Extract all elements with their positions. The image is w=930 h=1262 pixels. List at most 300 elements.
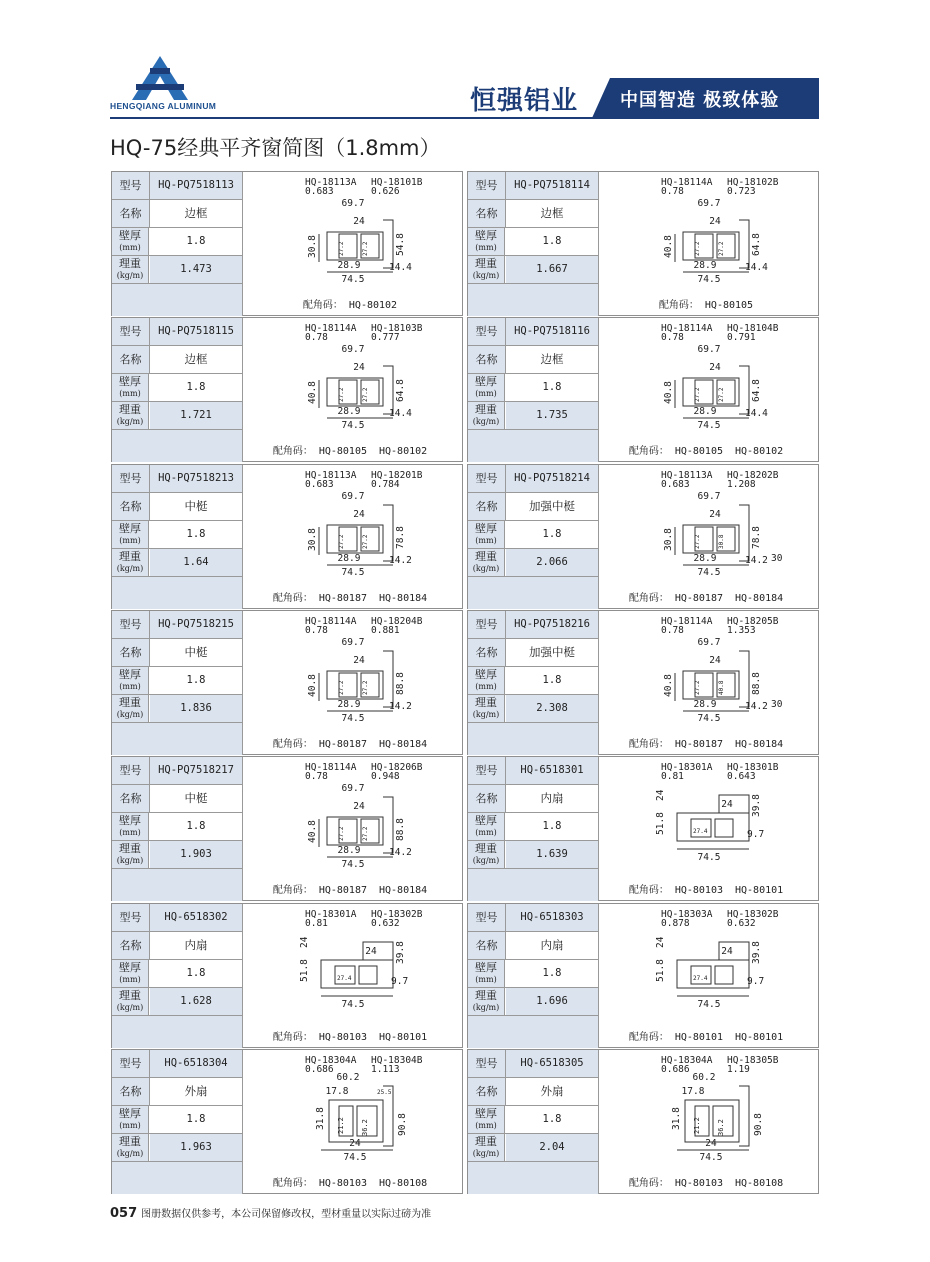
dim-mid-r: 40.8 — [718, 680, 725, 695]
key-unit: (kg/m) — [116, 563, 144, 573]
weight-b-label: 0.626 — [371, 186, 400, 197]
weight-a-label: 0.78 — [661, 186, 684, 197]
spec-value-theoretical-weight: 1.836 — [150, 695, 242, 722]
dim-total: 74.5 — [341, 859, 365, 871]
dim-left: 40.8 — [663, 381, 674, 405]
weight-a-label: 0.81 — [305, 917, 328, 929]
profile-card — [467, 1049, 819, 1194]
dim-inner: 24 — [353, 801, 365, 813]
fitting-code: HQ-80184 — [735, 592, 784, 604]
dim-left: 40.8 — [663, 235, 674, 258]
section-diagram — [243, 1050, 463, 1174]
section-diagram — [243, 611, 463, 735]
dim-right: 39.8 — [751, 794, 762, 818]
fitting-code: HQ-80187 — [318, 592, 367, 604]
dim-bot2: 9.7 — [747, 829, 765, 841]
spec-value-model: HQ-PQ7518217 — [150, 757, 242, 784]
dim-extra: 30 — [771, 698, 783, 710]
code-a-label: HQ-18114A — [305, 762, 357, 774]
dim-mid-r: 27.2 — [718, 387, 725, 403]
dim-bot2: 14.4 — [389, 262, 412, 273]
profile-drawing — [243, 904, 463, 1048]
spec-value-model: HQ-6518301 — [506, 757, 598, 784]
code-a-label: HQ-18114A — [661, 615, 713, 627]
fitting-code: HQ-80103 — [674, 885, 723, 897]
profile-drawing — [243, 465, 463, 609]
dim-bot1: 28.9 — [693, 260, 717, 271]
dim-mid-l: 27.2 — [338, 387, 345, 403]
spec-row-name — [112, 785, 242, 813]
profile-drawing — [599, 904, 819, 1048]
profile-card — [467, 903, 819, 1048]
dim-bot1: 28.9 — [693, 406, 717, 418]
weight-b-label: 0.643 — [727, 771, 756, 783]
spec-key-theoretical-weight — [112, 1134, 149, 1161]
key-label: 壁厚 — [475, 667, 497, 681]
profile-card — [467, 610, 819, 755]
spec-table — [468, 172, 599, 316]
dim-top: 69.7 — [697, 198, 721, 209]
fitting-label: 配角码： — [272, 885, 313, 897]
fitting-code: HQ-80187 — [674, 738, 723, 750]
dim-right: 88.8 — [751, 672, 762, 695]
spec-key-model: 型号 — [112, 318, 150, 345]
weight-b-label: 0.777 — [371, 332, 400, 344]
spec-value-model: HQ-PQ7518113 — [150, 172, 242, 199]
spec-row-model — [112, 904, 242, 932]
dim-extra: 25.5 — [377, 1088, 392, 1096]
dim-bot1: 24 — [349, 1137, 361, 1149]
spec-value-theoretical-weight: 1.963 — [150, 1134, 242, 1161]
section-diagram — [243, 465, 463, 589]
spec-value-wall-thickness: 1.8 — [506, 521, 598, 548]
key-label: 理重 — [119, 988, 141, 1002]
section-diagram — [243, 757, 463, 881]
key-label: 壁厚 — [119, 1106, 141, 1120]
spec-value-model: HQ-PQ7518116 — [506, 318, 598, 345]
weight-a-label: 0.78 — [661, 624, 684, 636]
key-label: 壁厚 — [119, 229, 141, 242]
dim-right: 64.8 — [395, 379, 406, 403]
spec-value-wall-thickness: 1.8 — [150, 813, 242, 840]
spec-row-theoretical-weight — [112, 256, 242, 284]
profile-drawing — [243, 1050, 463, 1194]
spec-key-model: 型号 — [468, 1050, 506, 1077]
section-diagram — [599, 904, 819, 1028]
dim-bot1: 28.9 — [337, 406, 361, 418]
spec-row-model — [468, 1050, 598, 1078]
spec-key-name: 名称 — [112, 1078, 150, 1105]
dim-inner: 24 — [709, 508, 721, 520]
fitting-label: 配角码： — [658, 300, 699, 311]
key-label: 理重 — [119, 257, 141, 270]
fitting-code: HQ-80184 — [379, 885, 428, 897]
key-label: 壁厚 — [475, 1106, 497, 1120]
spec-key-wall-thickness — [468, 374, 505, 401]
spec-value-theoretical-weight: 2.308 — [506, 695, 598, 722]
key-label: 壁厚 — [119, 521, 141, 535]
weight-b-label: 0.632 — [371, 917, 400, 929]
weight-b-label: 1.353 — [727, 624, 756, 636]
code-b-label: HQ-18305B — [727, 1054, 779, 1066]
key-label: 壁厚 — [475, 375, 497, 389]
dim-total: 74.5 — [697, 420, 721, 432]
dim-left: 40.8 — [663, 674, 674, 697]
spec-key-theoretical-weight — [468, 402, 505, 429]
spec-blank — [112, 1016, 242, 1048]
dim-bot2: 14.2 — [389, 847, 412, 859]
spec-row-model — [112, 1050, 242, 1078]
dim-mid-r: 27.2 — [362, 534, 369, 549]
spec-value-model: HQ-6518304 — [150, 1050, 242, 1077]
dim-bot2: 9.7 — [747, 975, 765, 987]
fitting-label: 配角码： — [302, 300, 343, 311]
weight-a-label: 0.78 — [305, 771, 328, 783]
spec-row-theoretical-weight — [468, 402, 598, 430]
key-unit: (mm) — [475, 974, 497, 984]
spec-key-model: 型号 — [468, 611, 506, 638]
dim-left: 31.8 — [315, 1106, 326, 1130]
dim-bot1: 28.9 — [337, 845, 361, 857]
fitting-codes — [243, 589, 463, 604]
dim-bot2: 14.2 — [389, 700, 412, 712]
profile-drawing — [599, 611, 819, 755]
weight-b-label: 0.791 — [727, 332, 756, 344]
dim-mid-l: 27.2 — [694, 680, 701, 695]
dim-mid-r: 27.2 — [718, 241, 725, 256]
weight-a-label: 0.686 — [305, 1063, 334, 1075]
spec-blank — [468, 1162, 598, 1194]
dim-bot1: 28.9 — [337, 552, 361, 564]
spec-key-name: 名称 — [468, 785, 506, 812]
dim-bot1: 28.9 — [337, 260, 361, 271]
dim-bot1: 28.9 — [693, 552, 717, 564]
spec-key-model: 型号 — [112, 172, 150, 199]
section-diagram — [599, 611, 819, 735]
fitting-label: 配角码： — [628, 885, 669, 897]
fitting-code: HQ-80105 — [674, 446, 723, 458]
key-unit: (kg/m) — [116, 856, 144, 866]
spec-row-model — [112, 465, 242, 493]
dim-top: 69.7 — [697, 344, 721, 356]
spec-value-theoretical-weight: 1.628 — [150, 988, 242, 1015]
spec-key-wall-thickness — [112, 228, 149, 255]
fitting-code: HQ-80101 — [735, 885, 784, 897]
weight-a-label: 0.78 — [661, 332, 684, 344]
key-label: 壁厚 — [475, 521, 497, 535]
dim-inner: 24 — [709, 362, 721, 374]
spec-value-model: HQ-PQ7518115 — [150, 318, 242, 345]
spec-row-model — [468, 318, 598, 346]
spec-key-wall-thickness — [468, 960, 505, 987]
dim-left: 31.8 — [671, 1106, 682, 1130]
dim-mid-r: 36.2 — [717, 1118, 725, 1136]
spec-key-model: 型号 — [112, 1050, 150, 1077]
key-unit: (mm) — [119, 974, 141, 984]
spec-key-name: 名称 — [468, 932, 506, 959]
dim-top: 69.7 — [341, 198, 365, 209]
key-unit: (kg/m) — [116, 417, 144, 427]
code-a-label: HQ-18304A — [305, 1054, 357, 1066]
key-unit: (kg/m) — [472, 271, 500, 280]
dim-mid-r: 27.2 — [362, 241, 369, 256]
dim-top: 69.7 — [697, 490, 721, 502]
code-b-label: HQ-18301B — [727, 762, 779, 774]
key-label: 壁厚 — [119, 667, 141, 681]
fitting-code: HQ-80105 — [318, 446, 367, 458]
dim-bot2: 14.4 — [389, 408, 412, 420]
page-title: HQ-75经典平齐窗简图（1.8mm） — [110, 136, 441, 160]
key-label: 理重 — [119, 842, 141, 856]
key-label: 壁厚 — [119, 375, 141, 389]
spec-key-model: 型号 — [468, 757, 506, 784]
dim-mid-l: 27.2 — [694, 241, 701, 256]
fitting-code: HQ-80102 — [379, 446, 428, 458]
spec-row-wall-thickness — [112, 521, 242, 549]
dim-inner: 24 — [365, 945, 377, 957]
spec-row-theoretical-weight — [468, 256, 598, 284]
fitting-label: 配角码： — [272, 1177, 313, 1189]
spec-value-wall-thickness: 1.8 — [506, 374, 598, 401]
spec-row-model — [112, 757, 242, 785]
fitting-codes — [599, 881, 819, 896]
dim-mid-l: 21.2 — [337, 1116, 345, 1134]
dim-inner: 24 — [709, 216, 721, 227]
fitting-code: HQ-80108 — [735, 1177, 784, 1189]
spec-row-name — [468, 639, 598, 667]
dim-total: 74.5 — [697, 274, 721, 285]
fitting-codes — [243, 735, 463, 750]
dim-inner: 24 — [721, 945, 733, 957]
weight-a-label: 0.686 — [661, 1063, 690, 1075]
fitting-label: 配角码： — [628, 1031, 669, 1043]
weight-b-label: 0.881 — [371, 624, 400, 636]
dim-bot2: 9.7 — [391, 975, 409, 987]
spec-key-theoretical-weight — [112, 256, 149, 283]
code-b-label: HQ-18206B — [371, 762, 423, 774]
spec-row-model — [112, 611, 242, 639]
spec-key-wall-thickness — [468, 1106, 505, 1133]
dim-bot2: 14.2 — [745, 554, 768, 566]
key-label: 理重 — [475, 257, 497, 270]
spec-value-wall-thickness: 1.8 — [150, 667, 242, 694]
spec-table — [112, 172, 243, 316]
spec-value-name: 中梃 — [150, 493, 242, 520]
spec-row-wall-thickness — [468, 667, 598, 695]
spec-row-name — [468, 200, 598, 228]
spec-value-model: HQ-PQ7518114 — [506, 172, 598, 199]
key-unit: (mm) — [119, 535, 141, 545]
spec-row-theoretical-weight — [468, 549, 598, 577]
spec-row-wall-thickness — [112, 228, 242, 256]
profile-card — [111, 171, 463, 316]
profile-card — [467, 756, 819, 901]
dim-bot2: 14.4 — [745, 408, 768, 420]
profile-drawing — [599, 172, 819, 316]
profile-card — [111, 317, 463, 462]
dim-right: 88.8 — [395, 818, 406, 842]
key-unit: (mm) — [475, 389, 497, 399]
spec-key-theoretical-weight — [112, 549, 149, 576]
dim-bot1: 24 — [705, 1137, 717, 1149]
header-rule — [110, 117, 819, 119]
dim-total: 74.5 — [341, 420, 365, 432]
spec-key-model: 型号 — [112, 757, 150, 784]
profile-card — [111, 464, 463, 609]
code-b-label: HQ-18205B — [727, 615, 779, 627]
spec-row-name — [468, 1078, 598, 1106]
spec-value-model: HQ-PQ7518213 — [150, 465, 242, 492]
code-b-label: HQ-18302B — [371, 908, 423, 920]
profile-card — [467, 317, 819, 462]
fitting-codes — [243, 442, 463, 457]
dim-total: 74.5 — [697, 852, 721, 864]
dim-bot2: 14.4 — [745, 262, 768, 273]
spec-blank — [468, 284, 598, 316]
spec-key-theoretical-weight — [468, 988, 505, 1015]
code-a-label: HQ-18114A — [661, 323, 713, 335]
dim-right: 64.8 — [751, 379, 762, 403]
spec-value-wall-thickness: 1.8 — [506, 667, 598, 694]
spec-row-model — [112, 172, 242, 200]
fitting-codes — [243, 296, 463, 311]
dim-total: 74.5 — [343, 1151, 367, 1163]
spec-value-name: 边框 — [506, 346, 598, 373]
key-label: 理重 — [475, 403, 497, 417]
fitting-code: HQ-80187 — [318, 885, 367, 897]
spec-value-name: 内扇 — [150, 932, 242, 959]
spec-row-wall-thickness — [112, 960, 242, 988]
spec-key-model: 型号 — [468, 172, 506, 199]
spec-row-name — [112, 346, 242, 374]
spec-value-name: 外扇 — [150, 1078, 242, 1105]
dim-inner: 24 — [353, 362, 365, 374]
dim-inner: 17.8 — [325, 1085, 349, 1097]
spec-row-name — [468, 493, 598, 521]
weight-b-label: 0.723 — [727, 186, 756, 197]
code-b-label: HQ-18102B — [727, 177, 779, 188]
spec-value-theoretical-weight: 1.721 — [150, 402, 242, 429]
key-unit: (kg/m) — [116, 709, 144, 719]
key-unit: (mm) — [119, 389, 141, 399]
spec-row-wall-thickness — [112, 813, 242, 841]
code-b-label: HQ-18201B — [371, 469, 423, 481]
fitting-code: HQ-80102 — [735, 446, 784, 458]
spec-row-theoretical-weight — [112, 549, 242, 577]
code-b-label: HQ-18302B — [727, 908, 779, 920]
key-unit: (mm) — [475, 1120, 497, 1130]
dim-right: 78.8 — [751, 525, 762, 549]
code-b-label: HQ-18202B — [727, 469, 779, 481]
dim-left: 30.8 — [663, 527, 674, 551]
key-label: 理重 — [119, 1134, 141, 1148]
key-unit: (mm) — [119, 243, 141, 252]
spec-value-wall-thickness: 1.8 — [150, 521, 242, 548]
dim-total: 74.5 — [697, 998, 721, 1010]
spec-table — [112, 757, 243, 901]
dim-right: 88.8 — [395, 672, 406, 695]
spec-value-wall-thickness: 1.8 — [150, 960, 242, 987]
spec-key-model: 型号 — [112, 465, 150, 492]
dim-left: 40.8 — [307, 820, 318, 844]
fitting-code: HQ-80102 — [348, 300, 398, 311]
dim-mid-l: 27.2 — [338, 534, 345, 549]
brand-name: 恒强铝业 — [470, 86, 579, 116]
footer — [110, 1205, 431, 1221]
key-unit: (mm) — [119, 828, 141, 838]
dim-mid-r: 30.8 — [718, 534, 725, 549]
spec-key-name: 名称 — [468, 1078, 506, 1105]
spec-value-name: 内扇 — [506, 785, 598, 812]
fitting-label: 配角码： — [272, 592, 313, 604]
spec-key-name: 名称 — [112, 200, 150, 227]
fitting-code: HQ-80184 — [735, 738, 784, 750]
code-a-label: HQ-18113A — [305, 177, 357, 188]
footer-note: 图册数据仅供参考，本公司保留修改权，型材重量以实际过磅为准 — [141, 1209, 432, 1220]
dim-mid-r: 27.2 — [362, 680, 369, 695]
spec-value-theoretical-weight: 1.696 — [506, 988, 598, 1015]
spec-blank — [112, 284, 242, 316]
weight-a-label: 0.878 — [661, 917, 690, 929]
spec-blank — [112, 1162, 242, 1194]
spec-blank — [112, 723, 242, 755]
spec-key-name: 名称 — [112, 639, 150, 666]
spec-key-name: 名称 — [112, 493, 150, 520]
dim-left2: 24 — [299, 936, 310, 948]
code-a-label: HQ-18114A — [661, 177, 713, 188]
spec-value-theoretical-weight: 1.64 — [150, 549, 242, 576]
spec-row-wall-thickness — [468, 228, 598, 256]
spec-key-theoretical-weight — [112, 695, 149, 722]
dim-extra: 30 — [771, 552, 783, 564]
dim-bot2: 14.2 — [745, 700, 768, 712]
spec-row-name — [468, 785, 598, 813]
dim-top: 60.2 — [692, 1071, 716, 1083]
profile-card — [111, 756, 463, 901]
profile-drawing — [599, 465, 819, 609]
spec-row-name — [112, 639, 242, 667]
dim-total: 74.5 — [699, 1151, 723, 1163]
spec-row-theoretical-weight — [112, 988, 242, 1016]
spec-blank — [468, 577, 598, 609]
key-label: 壁厚 — [475, 814, 497, 828]
spec-value-name: 内扇 — [506, 932, 598, 959]
spec-value-theoretical-weight: 2.066 — [506, 549, 598, 576]
dim-right: 78.8 — [395, 525, 406, 549]
dim-top: 69.7 — [697, 636, 721, 648]
code-a-label: HQ-18301A — [305, 908, 357, 920]
dim-inner: 24 — [709, 654, 721, 666]
spec-blank — [112, 869, 242, 901]
dim-right: 90.8 — [753, 1112, 764, 1136]
spec-value-name: 加强中梃 — [506, 639, 598, 666]
profile-drawing — [243, 757, 463, 901]
key-label: 壁厚 — [475, 960, 497, 974]
spec-key-theoretical-weight — [468, 549, 505, 576]
spec-value-name: 中梃 — [150, 785, 242, 812]
key-unit: (kg/m) — [472, 417, 500, 427]
key-label: 壁厚 — [119, 960, 141, 974]
code-a-label: HQ-18114A — [305, 323, 357, 335]
spec-row-model — [468, 465, 598, 493]
spec-value-name: 边框 — [150, 346, 242, 373]
spec-blank — [468, 1016, 598, 1048]
profile-drawing — [599, 1050, 819, 1194]
spec-row-name — [468, 346, 598, 374]
fitting-codes — [599, 735, 819, 750]
dim-total: 74.5 — [341, 274, 365, 285]
spec-key-wall-thickness — [468, 228, 505, 255]
